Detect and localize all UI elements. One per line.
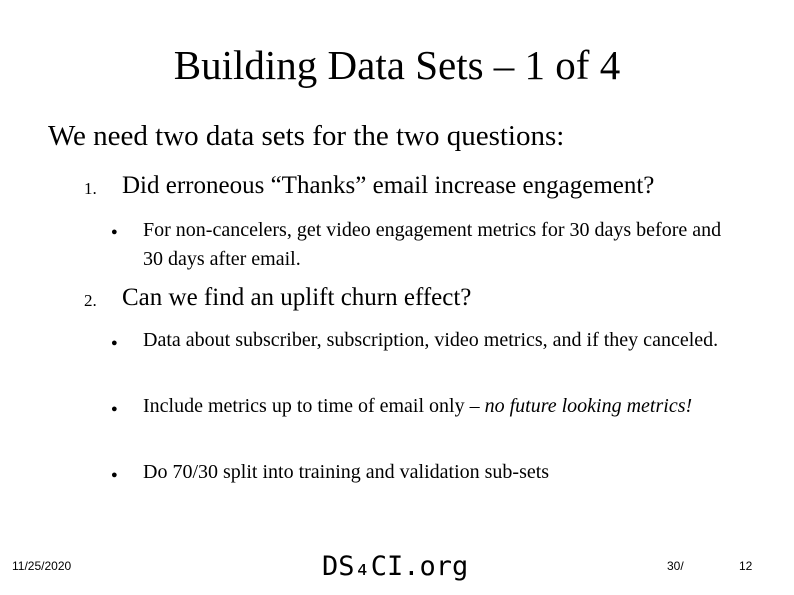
lead-text: We need two data sets for the two questions: <box>48 120 565 152</box>
question-1-bullet-1: For non-cancelers, get video engagement metrics for 30 days before and 30 days after email. <box>143 219 722 270</box>
bullet-2-italic-text: no future looking metrics! <box>484 395 693 417</box>
question-2-bullet-3: Do 70/30 split into training and validation sub-sets <box>143 461 550 483</box>
question-1-number: 1. <box>84 179 97 198</box>
question-2-number: 2. <box>84 291 97 310</box>
question-2-bullet-1: Data about subscriber, subscription, video metrics, and if they canceled. <box>143 329 719 351</box>
bullet-icon: ● <box>111 226 118 238</box>
question-2-text: Can we find an uplift churn effect? <box>122 284 472 311</box>
bullet-icon: ● <box>111 337 118 349</box>
bullet-icon: ● <box>111 403 118 415</box>
bullet-icon: ● <box>111 469 118 481</box>
footer-page-fraction: 30/ <box>667 559 684 573</box>
footer-page-number: 12 <box>739 559 753 573</box>
question-1-text: Did erroneous “Thanks” email increase engagement? <box>122 172 655 199</box>
bullet-2-plain-text: Include metrics up to time of email only – <box>143 395 485 417</box>
footer-date: 11/25/2020 <box>12 559 72 573</box>
page-title: Building Data Sets – 1 of 4 <box>173 42 621 88</box>
footer-logo: DS₄CI.org <box>322 551 469 582</box>
question-2-bullet-2 <box>143 392 753 421</box>
